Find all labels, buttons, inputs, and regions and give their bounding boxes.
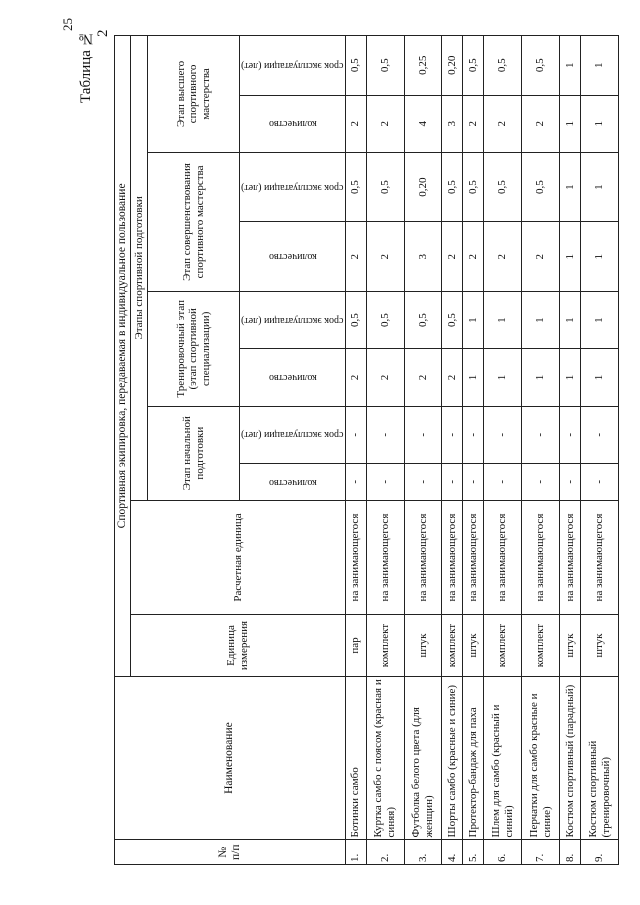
row-quantity: - bbox=[442, 463, 463, 500]
row-quantity: 2 bbox=[345, 222, 366, 292]
row-quantity: 2 bbox=[484, 95, 522, 152]
row-unit: комплект bbox=[484, 615, 522, 676]
row-term: 1 bbox=[581, 292, 619, 349]
row-quantity: 1 bbox=[581, 222, 619, 292]
row-unit: комплект bbox=[522, 615, 560, 676]
row-term: 0,5 bbox=[404, 292, 442, 349]
row-quantity: - bbox=[581, 463, 619, 500]
row-quantity: 2 bbox=[442, 222, 463, 292]
col-unit-header: Единица измерения bbox=[131, 615, 345, 676]
table-row bbox=[484, 36, 522, 865]
sub-header-term: срок эксплуатации (лет) bbox=[240, 36, 345, 96]
row-quantity: 1 bbox=[560, 349, 581, 406]
row-term: - bbox=[366, 406, 404, 463]
col-name-header: Наименование bbox=[115, 676, 346, 840]
row-number: 9. bbox=[581, 840, 619, 865]
row-quantity: 3 bbox=[404, 222, 442, 292]
row-name: Костюм спортивный (парадный) bbox=[560, 676, 581, 840]
row-calc-unit: на занимающегося bbox=[522, 500, 560, 615]
row-term: 0,5 bbox=[345, 292, 366, 349]
row-unit: пар bbox=[345, 615, 366, 676]
table-row bbox=[463, 36, 484, 865]
row-number: 8. bbox=[560, 840, 581, 865]
row-term: 0,5 bbox=[522, 36, 560, 96]
sub-header-qty: количество bbox=[240, 349, 345, 406]
row-term: 1 bbox=[560, 292, 581, 349]
stage-header-4: Этап высшего спортивного мастерства bbox=[148, 36, 240, 153]
row-calc-unit: на занимающегося bbox=[560, 500, 581, 615]
row-name: Шлем для самбо (красный и синий) bbox=[484, 676, 522, 840]
row-term: 0,5 bbox=[366, 36, 404, 96]
row-quantity: 1 bbox=[463, 349, 484, 406]
row-term: 0,5 bbox=[463, 152, 484, 222]
sub-header-qty: количество bbox=[240, 95, 345, 152]
row-number: 2. bbox=[366, 840, 404, 865]
row-term: 0,20 bbox=[442, 36, 463, 96]
row-calc-unit: на занимающегося bbox=[366, 500, 404, 615]
row-term: 0,20 bbox=[404, 152, 442, 222]
col-number-header: № п/п bbox=[115, 840, 346, 865]
row-quantity: - bbox=[404, 463, 442, 500]
row-quantity: 2 bbox=[366, 349, 404, 406]
row-term: 1 bbox=[581, 152, 619, 222]
stage-header-3: Этап совершенствования спортивного мастерства bbox=[148, 152, 240, 291]
row-quantity: 2 bbox=[345, 95, 366, 152]
stage-header-1: Этап начальной подготовки bbox=[148, 406, 240, 500]
stages-header: Этапы спортивной подготовки bbox=[131, 36, 148, 501]
row-term: 1 bbox=[484, 292, 522, 349]
row-quantity: 2 bbox=[522, 222, 560, 292]
col-calc-header: Расчетная единица bbox=[131, 500, 345, 615]
row-term: 0,25 bbox=[404, 36, 442, 96]
equipment-table bbox=[114, 35, 619, 865]
row-quantity: 2 bbox=[463, 222, 484, 292]
table-row bbox=[560, 36, 581, 865]
main-header: Спортивная экипировка, передаваемая в индивидуальное пользование bbox=[115, 36, 131, 677]
row-name: Костюм спортивный (тренировочный) bbox=[581, 676, 619, 840]
row-name: Шорты самбо (красные и синие) bbox=[442, 676, 463, 840]
table-title: Таблица № 2 bbox=[78, 30, 111, 103]
sub-header-qty: количество bbox=[240, 222, 345, 292]
row-number: 6. bbox=[484, 840, 522, 865]
row-term: 1 bbox=[522, 292, 560, 349]
row-term: 0,5 bbox=[345, 36, 366, 96]
row-quantity: 2 bbox=[366, 222, 404, 292]
row-quantity: - bbox=[560, 463, 581, 500]
row-term: 0,5 bbox=[442, 152, 463, 222]
row-term: - bbox=[560, 406, 581, 463]
sub-header-term: срок эксплуатации (лет) bbox=[240, 152, 345, 222]
row-term: - bbox=[463, 406, 484, 463]
row-term: 0,5 bbox=[484, 152, 522, 222]
row-calc-unit: на занимающегося bbox=[463, 500, 484, 615]
row-number: 4. bbox=[442, 840, 463, 865]
row-quantity: 2 bbox=[522, 95, 560, 152]
row-quantity: 2 bbox=[442, 349, 463, 406]
row-calc-unit: на занимающегося bbox=[581, 500, 619, 615]
row-unit: штук bbox=[463, 615, 484, 676]
row-unit: штук bbox=[581, 615, 619, 676]
row-term: - bbox=[345, 406, 366, 463]
sub-header-qty: количество bbox=[240, 463, 345, 500]
row-unit: комплект bbox=[442, 615, 463, 676]
row-number: 3. bbox=[404, 840, 442, 865]
row-number: 7. bbox=[522, 840, 560, 865]
row-term: 1 bbox=[581, 36, 619, 96]
row-unit: штук bbox=[404, 615, 442, 676]
row-quantity: - bbox=[484, 463, 522, 500]
row-term: 0,5 bbox=[522, 152, 560, 222]
row-calc-unit: на занимающегося bbox=[442, 500, 463, 615]
stage-header-2: Тренировочный этап (этап спортивной специализации) bbox=[148, 292, 240, 407]
row-name: Перчатки для самбо красные и синие) bbox=[522, 676, 560, 840]
table-row bbox=[404, 36, 442, 865]
row-quantity: 1 bbox=[560, 95, 581, 152]
row-quantity: - bbox=[463, 463, 484, 500]
row-calc-unit: на занимающегося bbox=[404, 500, 442, 615]
row-term: - bbox=[581, 406, 619, 463]
row-term: - bbox=[484, 406, 522, 463]
row-unit: комплект bbox=[366, 615, 404, 676]
table-row bbox=[581, 36, 619, 865]
row-quantity: 2 bbox=[366, 95, 404, 152]
row-calc-unit: на занимающегося bbox=[484, 500, 522, 615]
row-term: - bbox=[404, 406, 442, 463]
row-term: 1 bbox=[560, 36, 581, 96]
row-name: Футболка белого цвета (для женщин) bbox=[404, 676, 442, 840]
row-quantity: 1 bbox=[522, 349, 560, 406]
row-name: Ботинки самбо bbox=[345, 676, 366, 840]
row-quantity: - bbox=[522, 463, 560, 500]
row-term: 0,5 bbox=[345, 152, 366, 222]
row-quantity: 1 bbox=[560, 222, 581, 292]
row-name: Куртка самбо с поясом (красная и синяя) bbox=[366, 676, 404, 840]
row-quantity: 1 bbox=[581, 95, 619, 152]
row-number: 1. bbox=[345, 840, 366, 865]
row-quantity: 4 bbox=[404, 95, 442, 152]
row-quantity: 1 bbox=[484, 349, 522, 406]
row-quantity: - bbox=[366, 463, 404, 500]
row-quantity: 2 bbox=[345, 349, 366, 406]
row-term: - bbox=[522, 406, 560, 463]
page-number: 25 bbox=[60, 18, 75, 31]
row-term: 0,5 bbox=[442, 292, 463, 349]
row-quantity: - bbox=[345, 463, 366, 500]
row-calc-unit: на занимающегося bbox=[345, 500, 366, 615]
row-quantity: 2 bbox=[484, 222, 522, 292]
row-quantity: 3 bbox=[442, 95, 463, 152]
table-row bbox=[522, 36, 560, 865]
row-term: 0,5 bbox=[463, 36, 484, 96]
sub-header-term: срок эксплуатации (лет) bbox=[240, 292, 345, 349]
sub-header-term: срок эксплуатации (лет) bbox=[240, 406, 345, 463]
row-term: 0,5 bbox=[366, 152, 404, 222]
row-term: 0,5 bbox=[484, 36, 522, 96]
table-row bbox=[366, 36, 404, 865]
row-term: 1 bbox=[463, 292, 484, 349]
row-name: Протектор-бандаж для паха bbox=[463, 676, 484, 840]
row-quantity: 2 bbox=[463, 95, 484, 152]
row-term: 1 bbox=[560, 152, 581, 222]
row-quantity: 2 bbox=[404, 349, 442, 406]
table-row bbox=[442, 36, 463, 865]
row-number: 5. bbox=[463, 840, 484, 865]
equipment-table-sheet bbox=[114, 35, 619, 865]
row-unit: штук bbox=[560, 615, 581, 676]
row-quantity: 1 bbox=[581, 349, 619, 406]
table-body bbox=[345, 36, 618, 865]
table-row bbox=[345, 36, 366, 865]
row-term: 0,5 bbox=[366, 292, 404, 349]
row-term: - bbox=[442, 406, 463, 463]
